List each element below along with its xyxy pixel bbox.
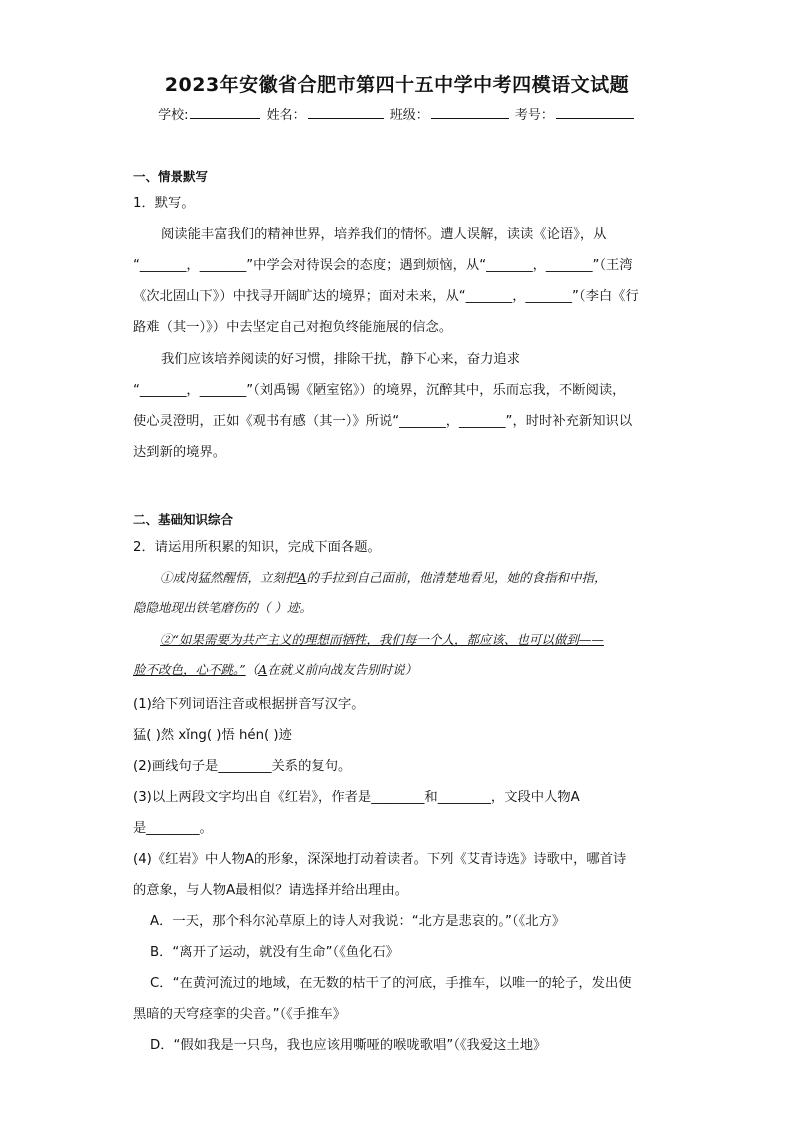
q1-line-4: 路难（其一）》）中去坚定自己对抱负终能施展的信念。 [133, 320, 453, 335]
question-1-number: 1．默写。 [133, 196, 195, 211]
question-2-number: 2．请运用所积累的知识，完成下面各题。 [133, 540, 381, 555]
q1-line-7: 使心灵澄明，正如《观书有感（其一）》所说“_______，_______”，时时补充新知识以 [133, 414, 633, 429]
passage-1-line-1: ①成岗猛然醒悟，立刻把A的手拉到自己面前，他清楚地看见，她的食指和中指， [160, 570, 607, 585]
class-field[interactable] [431, 106, 509, 119]
name-label: 姓名： [266, 108, 306, 123]
q1-line-2: “_______，_______”中学会对待误会的态度；遇到烦恼，从“_______，_______”（王湾 [133, 258, 633, 273]
student-info-row [0, 104, 794, 123]
section-1-heading: 一、情景默写 [133, 169, 209, 184]
exam-title: 2023年安徽省合肥市第四十五中学中考四模语文试题 [164, 74, 630, 96]
sub-question-3-line-2: 是________。 [133, 821, 213, 836]
q1-line-8: 达到新的境界。 [133, 445, 227, 460]
sub-question-4-line-1: (4)《红岩》中人物A的形象，深深地打动着读者。下列《艾青诗选》诗歌中，哪首诗 [133, 852, 627, 867]
passage-2-line-2: 脸不改色，心不跳。”（A在就义前向战友告别时说） [133, 662, 418, 677]
sub-question-1-items: 猛( )然 xǐng( )悟 hén( )迹 [133, 728, 292, 743]
option-d: D．“假如我是一只鸟，我也应该用嘶哑的喉咙歌唱”（《我爱这土地》 [150, 1038, 547, 1053]
option-b: B．“离开了运动，就没有生命”（《鱼化石》 [150, 945, 399, 960]
option-a: A．一天，那个科尔沁草原上的诗人对我说：“北方是悲哀的。”（《北方》 [150, 914, 566, 929]
school-label: 学校: [158, 108, 189, 123]
q1-line-3: 《次北固山下》）中找寻开阔旷达的境界；面对未来，从“_______，_______”（李白《行 [133, 289, 639, 304]
school-field[interactable] [190, 106, 260, 119]
option-c-line-2: 黑暗的天穹痉挛的尖音。”（《手推车》 [133, 1007, 346, 1022]
passage-2-line-1: ②“如果需要为共产主义的理想而牺牲，我们每一个人，都应该、也可以做到—— [160, 632, 604, 647]
name-field[interactable] [308, 106, 384, 119]
q1-line-6: “_______，_______”（刘禹锡《陋室铭》）的境界，沉醉其中，乐而忘我，不断阅读， [133, 383, 626, 398]
sub-question-3-line-1: (3)以上两段文字均出自《红岩》，作者是________和________，文段中人物A [133, 790, 580, 805]
exam-no-label: 考号： [514, 108, 554, 123]
q1-line-5: 我们应该培养阅读的好习惯，排除干扰，静下心来，奋力追求 [161, 352, 521, 367]
character-a-mark-2: A [258, 662, 268, 677]
sub-question-2: (2)画线句子是________关系的复句。 [133, 759, 352, 774]
exam-no-field[interactable] [556, 106, 634, 119]
class-label: 班级： [389, 108, 429, 123]
passage-1-line-2: 隐隐地现出铁笔磨伤的（ ）迹。 [133, 600, 312, 615]
option-c-line-1: C．“在黄河流过的地域，在无数的枯干了的河底，手推车，以唯一的轮子，发出使 [150, 976, 632, 991]
section-2-heading: 二、基础知识综合 [133, 512, 234, 527]
sub-question-1: (1)给下列词语注音或根据拼音写汉字。 [133, 697, 365, 712]
character-a-mark: A [297, 570, 307, 585]
q1-line-1: 阅读能丰富我们的精神世界，培养我们的情怀。遭人误解，读读《论语》，从 [161, 227, 607, 242]
sub-question-4-line-2: 的意象，与人物A最相似？请选择并给出理由。 [133, 883, 409, 898]
